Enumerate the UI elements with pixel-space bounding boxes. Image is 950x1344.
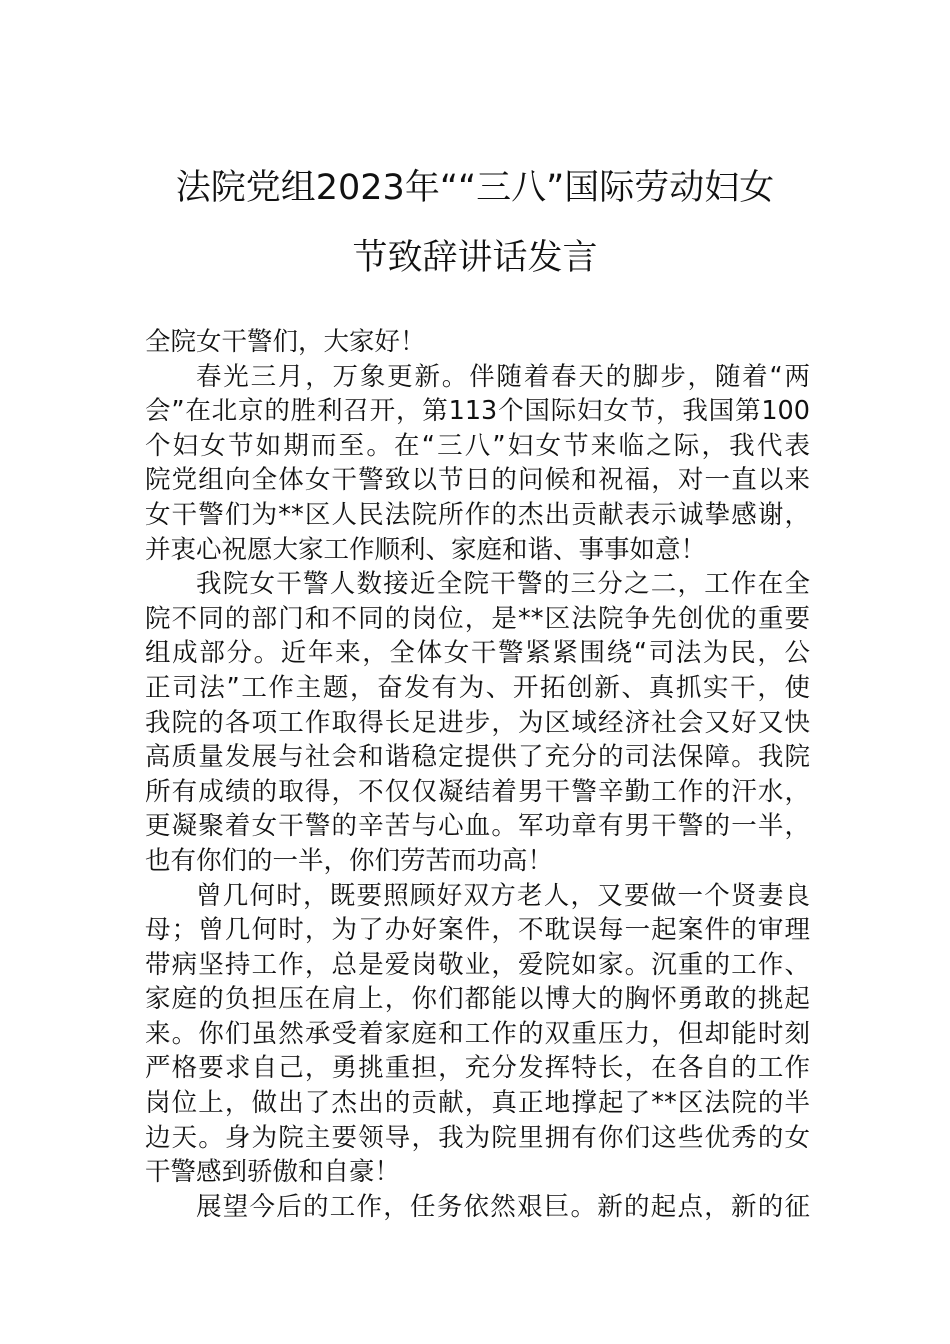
body-line: 曾几何时，既要照顾好双方老人，又要做一个贤妻良 <box>196 880 810 911</box>
body-line: 院不同的部门和不同的岗位，是**区法院争先创优的重要 <box>145 603 810 634</box>
body-line: 严格要求自己，勇挑重担，充分发挥特长，在各自的工作 <box>145 1053 810 1084</box>
body-line: 个妇女节如期而至。在“三八”妇女节来临之际，我代表 <box>145 430 810 461</box>
page-title-line-1: 法院党组2023年““三八”国际劳动妇女 <box>175 168 775 208</box>
body-line: 也有你们的一半，你们劳苦而功高！ <box>145 845 554 876</box>
body-line: 我院的各项工作取得长足进步，为区域经济社会又好又快 <box>145 707 810 738</box>
body-line: 岗位上，做出了杰出的贡献，真正地撑起了**区法院的半 <box>145 1088 810 1119</box>
body-line: 母；曾几何时，为了办好案件，不耽误每一起案件的审理 <box>145 915 810 946</box>
body-line: 女干警们为**区人民法院所作的杰出贡献表示诚挚感谢， <box>145 499 810 530</box>
body-line: 全院女干警们，大家好！ <box>145 327 426 357</box>
body-line: 来。你们虽然承受着家庭和工作的双重压力，但却能时刻 <box>145 1018 810 1049</box>
body-line: 边天。身为院主要领导，我为院里拥有你们这些优秀的女 <box>145 1122 810 1153</box>
body-line: 我院女干警人数接近全院干警的三分之二，工作在全 <box>196 569 810 600</box>
body-line: 所有成绩的取得，不仅仅凝结着男干警辛勤工作的汗水， <box>145 776 810 807</box>
body-line: 高质量发展与社会和谐稳定提供了充分的司法保障。我院 <box>145 742 810 773</box>
body-line: 展望今后的工作，任务依然艰巨。新的起点，新的征 <box>196 1191 810 1222</box>
body-line: 组成部分。近年来，全体女干警紧紧围绕“司法为民，公 <box>145 638 810 669</box>
page-title-line-2: 节致辞讲话发言 <box>352 238 598 278</box>
body-line: 更凝聚着女干警的辛苦与心血。军功章有男干警的一半， <box>145 811 810 842</box>
body-line: 家庭的负担压在肩上，你们都能以博大的胸怀勇敢的挑起 <box>145 984 810 1015</box>
body-line: 带病坚持工作，总是爱岗敬业，爱院如家。沉重的工作、 <box>145 949 810 980</box>
body-line: 干警感到骄傲和自豪！ <box>145 1157 401 1188</box>
body-line: 春光三月，万象更新。伴随着春天的脚步，随着“两 <box>196 361 810 392</box>
body-line: 正司法”工作主题，奋发有为、开拓创新、真抓实干，使 <box>145 672 810 703</box>
speech-body <box>145 325 810 1224</box>
body-line: 并衷心祝愿大家工作顺利、家庭和谐、事事如意！ <box>145 534 707 565</box>
body-line: 会”在北京的胜利召开，第113个国际妇女节，我国第100 <box>145 396 810 427</box>
body-line: 院党组向全体女干警致以节日的问候和祝福，对一直以来 <box>145 465 810 496</box>
